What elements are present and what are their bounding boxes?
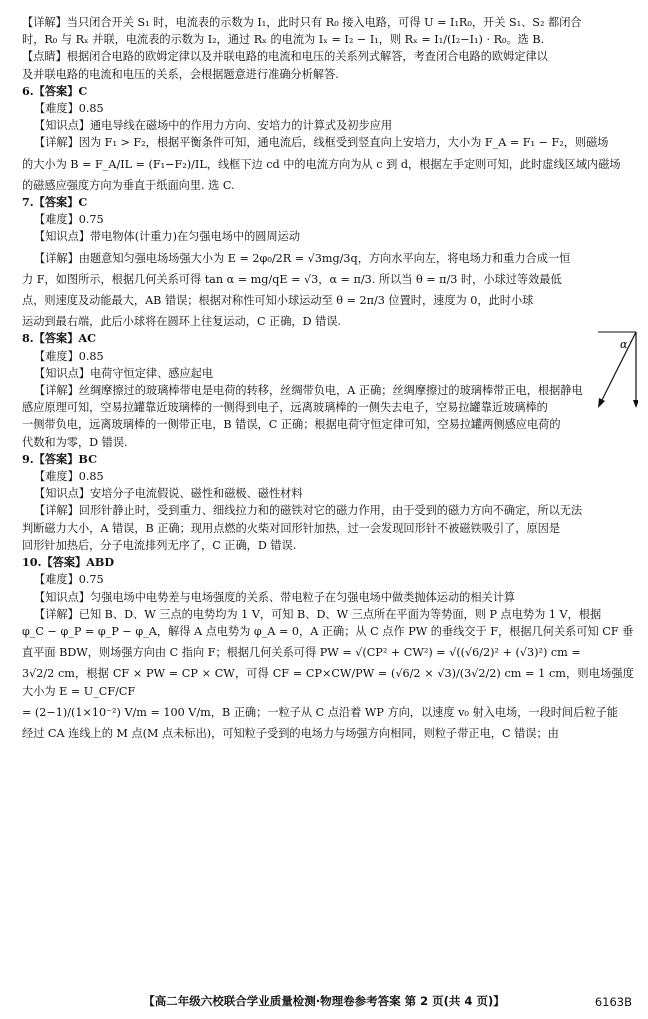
question-10-knowledge: 【知识点】匀强电场中电势差与电场强度的关系、带电粒子在匀强电场中做类抛体运动的相关计算: [34, 590, 516, 604]
question-7-detail: 运动到最右端，此后小球将在圆环上往复运动，C 正确，D 错误.: [22, 315, 342, 329]
question-8-knowledge: 【知识点】电荷守恒定律、感应起电: [34, 366, 214, 380]
question-7-detail: 【详解】由题意知匀强电场场强大小为 E = 2φ₀/2R = √3mg/3q，方向水平向左，将电场力和重力合成一恒: [34, 251, 571, 265]
question-6-knowledge: 【知识点】通电导线在磁场中的作用力方向、安培力的计算式及初步应用: [34, 119, 393, 133]
text-line: 【详解】当只闭合开关 S₁ 时，电流表的示数为 I₁，此时只有 R₀ 接入电路，可得 U = I₁R₀，开关 S₁、S₂ 都闭合: [22, 16, 582, 29]
question-6-detail: 【详解】因为 F₁ > F₂，根据平衡条件可知，通电流后，线框受到竖直向上安培力，大小为 F_A = F₁ − F₂，则磁场: [34, 136, 609, 150]
question-9-detail: 【详解】回形针静止时，受到重力、细线拉力和的磁铁对它的磁力作用，由于受到的磁力方向不确定，所以无法: [34, 504, 583, 518]
question-7-difficulty: 【难度】0.75: [34, 213, 104, 227]
question-9-detail: 判断磁力大小，A 错误，B 正确；现用点燃的火柴对回形针加热，过一会发现回形针不被磁铁吸引了，原因是: [22, 521, 561, 535]
figure-alpha-label: α: [620, 338, 628, 351]
question-8-detail: 代数和为零，D 错误.: [22, 435, 128, 449]
figure-arrowhead: [598, 398, 605, 408]
force-diagram-figure: [596, 330, 638, 410]
text-line: 时，R₀ 与 Rₓ 并联，电流表的示数为 I₂，通过 Rₓ 的电流为 Iₓ = I₂ − I₁，则 Rₓ = I₁/(I₂−I₁) · R₀。选 B.: [22, 33, 545, 47]
document-code: 6163B: [594, 995, 632, 1009]
question-8-difficulty: 【难度】0.85: [34, 349, 104, 363]
question-10-detail: 3√2/2 cm，根据 CF × PW = CP × CW，可得 CF = CP×CW/PW = (√6/2 × √3)/(3√2/2) cm = 1 cm，则电场强度大小为 E = U_CF/CF: [22, 667, 634, 698]
question-10-detail: 直平面 BDW，则场强方向由 C 指向 F；根据几何关系可得 PW = √(CP² + CW²) = √((√6/2)² + (√3)²) cm =: [22, 646, 581, 660]
question-6-detail: 的大小为 B = F_A/IL = (F₁−F₂)/IL，线框下边 cd 中的电流方向为从 c 到 d，根据左手定则可知，此时虚线区域内磁场: [22, 157, 621, 171]
question-10-detail: 【详解】已知 B、D、W 三点的电势均为 1 V，可知 B、D、W 三点所在平面为等势面，则 P 点电势为 1 V，根据: [34, 607, 602, 621]
question-9-knowledge: 【知识点】安培分子电流假说、磁性和磁极、磁性材料: [34, 487, 303, 501]
question-10-detail: φ_C − φ_P = φ_P − φ_A，解得 A 点电势为 φ_A = 0，A 正确；从 C 点作 PW 的垂线交于 F，根据几何关系可知 CF 垂: [22, 624, 634, 638]
question-9-answer: 9.【答案】BC: [22, 451, 97, 466]
figure-diagonal-arrow: [600, 332, 636, 404]
question-9-detail: 回形针加热后，分子电流排列无序了，C 正确，D 错误.: [22, 538, 297, 552]
question-6-answer: 6.【答案】C: [22, 83, 88, 98]
question-10-answer: 10.【答案】ABD: [22, 555, 115, 570]
question-10-detail: 经过 CA 连线上的 M 点(M 点未标出)，可知粒子受到的电场力与场强方向相同，则粒子带正电，C 错误；由: [22, 726, 559, 740]
question-6-detail: 的磁感应强度方向为垂直于纸面向里. 选 C.: [22, 178, 235, 192]
figure-arrowhead: [633, 400, 638, 408]
answer-content: [22, 14, 634, 742]
question-6-difficulty: 【难度】0.85: [34, 102, 104, 116]
text-line: 及并联电路的电流和电压的关系，会根据题意进行准确分析解答.: [22, 67, 339, 81]
question-8-answer: 8.【答案】AC: [22, 331, 97, 346]
question-10-detail: = (2−1)/(1×10⁻²) V/m = 100 V/m，B 正确；一粒子从 C 点沿着 WP 方向，以速度 v₀ 射入电场，一段时间后粒子能: [22, 705, 618, 719]
text-line: 【点睛】根据闭合电路的欧姆定律以及并联电路的电流和电压的关系列式解答，考查闭合电路的欧姆定律以: [22, 50, 548, 64]
question-10-difficulty: 【难度】0.75: [34, 573, 104, 587]
page-footer: 【高二年级六校联合学业质量检测·物理卷参考答案 第 2 页(共 4 页)】: [143, 994, 505, 1008]
question-8-detail: 感应原理可知，空易拉罐靠近玻璃棒的一侧得到电子，远离玻璃棒的一侧失去电子，空易拉罐靠近玻璃棒的: [22, 401, 548, 415]
question-9-difficulty: 【难度】0.85: [34, 470, 104, 484]
question-7-knowledge: 【知识点】带电物体(计重力)在匀强电场中的圆周运动: [34, 230, 301, 244]
question-8-detail: 一侧带负电，远离玻璃棒的一侧带正电，B 错误，C 正确；根据电荷守恒定律可知，空易拉罐两侧感应电荷的: [22, 418, 561, 432]
question-8-detail: 【详解】丝绸摩擦过的玻璃棒带电是电荷的转移，丝绸带负电，A 正确；丝绸摩擦过的玻璃棒带正电，根据静电: [34, 384, 583, 398]
question-7-answer: 7.【答案】C: [22, 195, 88, 210]
question-7-detail: 力 F，如图所示，根据几何关系可得 tan α = mg/qE = √3，α = π/3. 所以当 θ = π/3 时，小球过等效最低: [22, 272, 562, 286]
question-7-detail: 点，则速度及动能最大，AB 错误；根据对称性可知小球运动至 θ = 2π/3 位置时，速度为 0，此时小球: [22, 294, 534, 308]
